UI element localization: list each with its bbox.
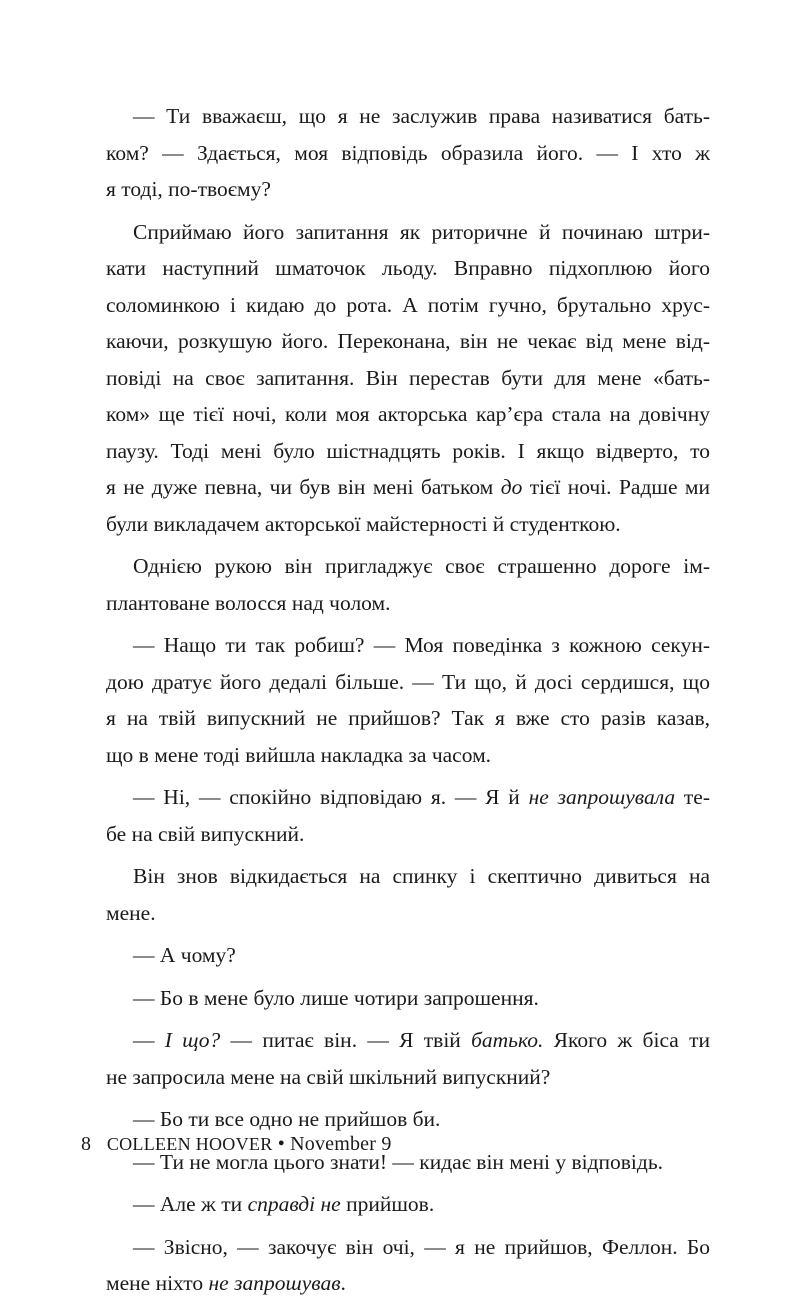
paragraph-line: — Бо в мене було лише чотири запрошення. [133,985,539,1010]
emphasis-text: батько. [471,1028,544,1052]
paragraph-line: — Ні, — спокійно відповідаю я. — Я й не запрошувала те- [133,785,711,809]
paragraph-line: кати наступний шматочок льоду. Вправно підхоплюю його [106,256,710,280]
paragraph-line: — Бо ти все одно не прийшов би. [133,1107,441,1131]
paragraph-line: — Звісно, — закочує він очі, — я не прийшов, Феллон. Бо [133,1234,710,1259]
paragraph-line: каючи, розкушую його. Переконана, він не чекає від мене від- [106,329,710,353]
paragraph-line: не запросила мене на свій шкільний випускний? [106,1064,551,1089]
footer-separator: • [277,1133,285,1155]
page-number: 8 [81,1133,92,1155]
paragraph-line: дою дратує його дедалі більше. — Ти що, й досі сердишся, що [106,669,710,694]
paragraph-line: — І що? — питає він. — Я твій батько. Якого ж біса ти [133,1028,710,1052]
running-footer [81,1130,392,1158]
page-body [106,98,710,1302]
paragraph-line: Він знов відкидається на спинку і скептично дивиться на [133,864,710,888]
paragraph-line: були викладачем акторської майстерності й студенткою. [106,511,621,536]
paragraph-line: соломинкою і кидаю до рота. А потім гучно, брутально хрус- [106,292,710,317]
paragraph-line: я на твій випускний не прийшов? Так я вже сто разів казав, [106,706,710,730]
paragraph-line: мене. [106,900,156,925]
paragraph-line: — А чому? [133,943,236,967]
paragraph-line: — Але ж ти справді не прийшов. [133,1192,435,1216]
paragraph-line: бе на свій випускний. [106,821,305,846]
paragraph-line: ком? — Здається, моя відповідь образила його. — І хто ж [106,140,710,165]
paragraph-line: — Ти вважаєш, що я не заслужив права називатися бать- [133,104,710,128]
paragraph-line: — Ти не могла цього знати! — кидає він мені у відповідь. [133,1149,664,1174]
emphasis-text: І що? [164,1028,221,1052]
emphasis-text: не запрошував [208,1271,341,1295]
emphasis-text: справді не [247,1192,341,1216]
emphasis-text: до [500,475,523,499]
emphasis-text: не запрошувала [528,785,676,809]
paragraph-line: я не дуже певна, чи був він мені батьком до тієї ночі. Радше ми [106,475,710,499]
book-title: November 9 [290,1133,392,1155]
paragraph-line: повіді на своє запитання. Він перестав бути для мене «бать- [106,365,710,390]
paragraph-line: що в мене тоді вийшла накладка за часом. [106,742,492,767]
paragraph-line: я тоді, по-твоєму? [106,177,271,201]
author-name: COLLEEN HOOVER [106,1134,273,1154]
paragraph-line: ком» ще тієї ночі, коли моя акторська кар’єра стала на довічну [106,402,710,426]
paragraph-line: плантоване волосся над чолом. [106,590,391,615]
paragraph-line: — Нащо ти так робиш? — Моя поведінка з кожною секун- [133,633,710,657]
paragraph-line: Сприймаю його запитання як риторичне й починаю штри- [133,219,710,244]
paragraph-line: паузу. Тоді мені було шістнадцять років. І якщо відверто, то [106,438,710,463]
paragraph-line: Однією рукою він пригладжує своє страшенно дороге ім- [133,554,710,578]
paragraph-line: мене ніхто не запрошував. [106,1271,346,1295]
